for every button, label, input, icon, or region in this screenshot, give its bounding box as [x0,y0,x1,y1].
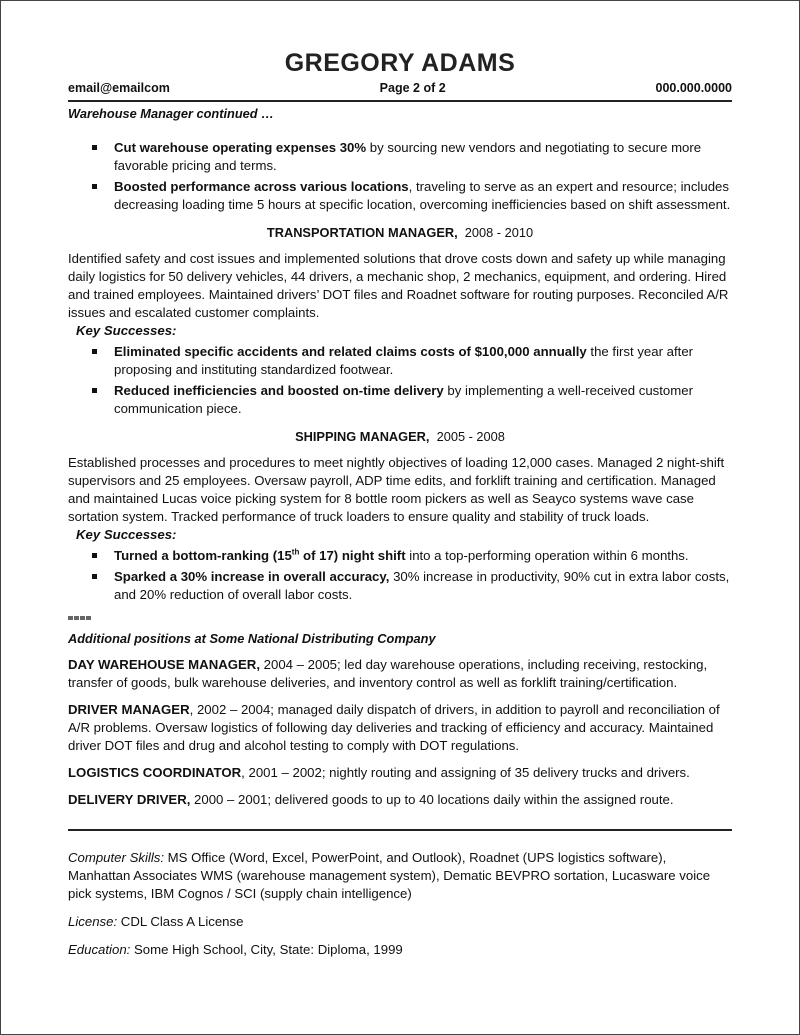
continued-label: Warehouse Manager continued … [68,106,274,121]
list-item: Boosted performance across various locations, traveling to serve as an expert and resource; includes decreasing loading time 5 hours at specific location, overcoming inefficiencies based on shift assessment. [92,178,732,214]
candidate-name: GREGORY ADAMS [284,49,516,77]
contact-row [68,80,732,96]
shipping-role-title: SHIPPING MANAGER, 2005 - 2008 [295,429,505,444]
job-entry: LOGISTICS COORDINATOR, 2001 – 2002; nightly routing and assigning of 35 delivery trucks and drivers. [68,765,690,780]
email: email@emailcom [68,81,170,95]
job-entry: DRIVER MANAGER, 2002 – 2004; managed daily dispatch of drivers, in addition to payroll and reconciliation of A/R problems. Oversaw logistics of following day deliveries and tracking of efficiency and accuracy. Maintained driver DOT files and drug and alcohol testing to comply with DOT regulations. [68,702,720,753]
bullet-icon [92,349,97,354]
page-number: Page 2 of 2 [379,81,446,95]
section-separator-dots [68,616,732,620]
list-item: Eliminated specific accidents and related claims costs of $100,000 annually the first year after proposing and instituting standardized footwear. [92,343,732,379]
bullet-icon [92,553,97,558]
computer-skills: Computer Skills: MS Office (Word, Excel, PowerPoint, and Outlook), Roadnet (UPS logistics software), Manhattan Associates WMS (warehouse management system), Dematic BEVPRO sortation, Lucasware voice pick systems, IBM Cognos / SCI (supply chain intelligence) [68,850,711,901]
list-item: Cut warehouse operating expenses 30% by sourcing new vendors and negotiating to secure more favorable pricing and terms. [92,139,732,175]
shipping-summary: Established processes and procedures to meet nightly objectives of loading 12,000 cases. Managed 2 night-shift supervisors and 25 employees. Oversaw payroll, ADP time edits, and forklift training and certification. Managed and maintained Lucas voice picking system for 8 bottle room pickers as well as Seayco systems wave case sortation system. Tracked performance of truck loaders to ensure quality and stability of truck loads. [68,455,725,524]
bullet-icon [92,145,97,150]
job-entry: DAY WAREHOUSE MANAGER, 2004 – 2005; led day warehouse operations, including receiving, restocking, transfer of goods, bulk warehouse deliveries, and inventory control as well as forklift training/certification. [68,657,708,690]
footer-divider [68,829,732,831]
transport-key-label: Key Successes: [76,323,177,338]
shipping-bullets [68,547,732,604]
transport-summary: Identified safety and cost issues and implemented solutions that drove costs down and safety up while managing daily logistics for 50 delivery vehicles, 44 drivers, a mechanic shop, 2 mechanics, equipment, and ordering. Hired and trained employees. Maintained drivers’ DOT files and Roadnet software for routing purposes. Reconciled A/R issues and escalated customer complaints. [68,251,729,320]
resume-content [68,1,732,969]
license: License: CDL Class A License [68,914,244,929]
transport-role-title: TRANSPORTATION MANAGER, 2008 - 2010 [266,225,534,240]
bullet-icon [92,388,97,393]
list-item: Sparked a 30% increase in overall accuracy, 30% increase in productivity, 90% cut in extra labor costs, and 20% reduction of overall labor costs. [92,568,732,604]
job-entry: DELIVERY DRIVER, 2000 – 2001; delivered goods to up to 40 locations daily within the assigned route. [68,792,674,807]
list-item: Turned a bottom-ranking (15th of 17) night shift into a top-performing operation within 6 months. [92,547,732,565]
transport-bullets [68,343,732,418]
education: Education: Some High School, City, State: Diploma, 1999 [68,942,403,957]
phone: 000.000.0000 [655,81,732,95]
header-divider [68,100,732,102]
bullet-icon [92,184,97,189]
shipping-key-label: Key Successes: [76,527,177,542]
additional-positions-heading: Additional positions at Some National Distributing Company [68,631,436,646]
warehouse-bullets [68,139,732,214]
list-item: Reduced inefficiencies and boosted on-time delivery by implementing a well-received customer communication piece. [92,382,732,418]
footer-section [68,849,732,959]
bullet-icon [92,574,97,579]
